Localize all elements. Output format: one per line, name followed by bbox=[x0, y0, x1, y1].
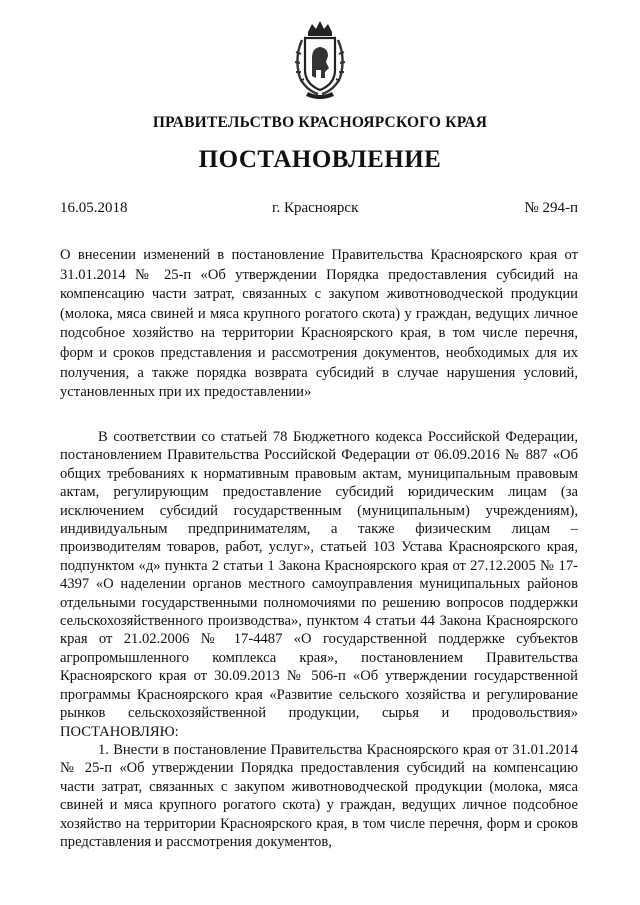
document-type-title: ПОСТАНОВЛЕНИЕ bbox=[198, 146, 442, 173]
document-date: 16.05.2018 bbox=[60, 200, 128, 216]
document-body bbox=[60, 428, 578, 851]
coat-of-arms-icon bbox=[288, 18, 352, 100]
government-title: ПРАВИТЕЛЬСТВО КРАСНОЯРСКОГО КРАЯ bbox=[152, 114, 488, 131]
document-subject: О внесении изменений в постановление Правительства Красноярского края от 31.01.2014 № 25-п «Об утверждении Порядка предоставления субсидий на компенсацию части затрат, связанных с закупом животноводческой продукции (молока, мяса свиней и мяса крупного рогатого скота) у граждан, ведущих личное подсобное хозяйство на территории Красноярского края, в том числе перечня, форм и сроков представления и рассмотрения документов, необходимых для их получения, а также порядка возврата субсидий в случае нарушения условий, установленных при их предоставлении» bbox=[60, 247, 578, 401]
document-meta-row bbox=[60, 200, 578, 220]
document-city: г. Красноярск bbox=[272, 200, 359, 216]
document-number: № 294-п bbox=[524, 200, 578, 216]
preamble-paragraph: В соответствии со статьей 78 Бюджетного кодекса Российской Федерации, постановлением Правительства Российской Федерации от 06.09.2016 № 887 «Об общих требованиях к нормативным правовым актам, муниципальным правовым актам, регулирующим предоставление субсидий юридическим лицам (за исключением субсидий государственным (муниципальным) учреждениям), индивидуальным предпринимателям, а также физическим лицам – производителям товаров, работ, услуг», статьей 103 Устава Красноярского края, подпунктом «д» пункта 2 статьи 1 Закона Красноярского края от 27.12.2005 № 17-4397 «О наделении органов местного самоуправления муниципальных районов отдельными государственными полномочиями по решению вопросов поддержки сельскохозяйственного производства», пунктом 4 статьи 44 Закона Красноярского края от 21.02.2006 № 17-4487 «О государственной поддержке субъектов агропромышленного комплекса края», постановлением Правительства Красноярского края от 30.09.2013 № 506-п «Об утверждении государственной программы Красноярского края «Развитие сельского хозяйства и регулирование рынков сельскохозяйственной продукции, сырья и продовольствия» ПОСТАНОВЛЯЮ: bbox=[60, 429, 578, 740]
item-1-paragraph: 1. Внести в постановление Правительства Красноярского края от 31.01.2014 № 25-п «Об утверждении Порядка предоставления субсидий на компенсацию части затрат, связанных с закупом животноводческой продукции (молока, мяса свиней и мяса крупного рогатого скота) у граждан, ведущих личное подсобное хозяйство на территории Красноярского края, в том числе перечня, форм и сроков представления и рассмотрения документов, bbox=[60, 741, 578, 850]
